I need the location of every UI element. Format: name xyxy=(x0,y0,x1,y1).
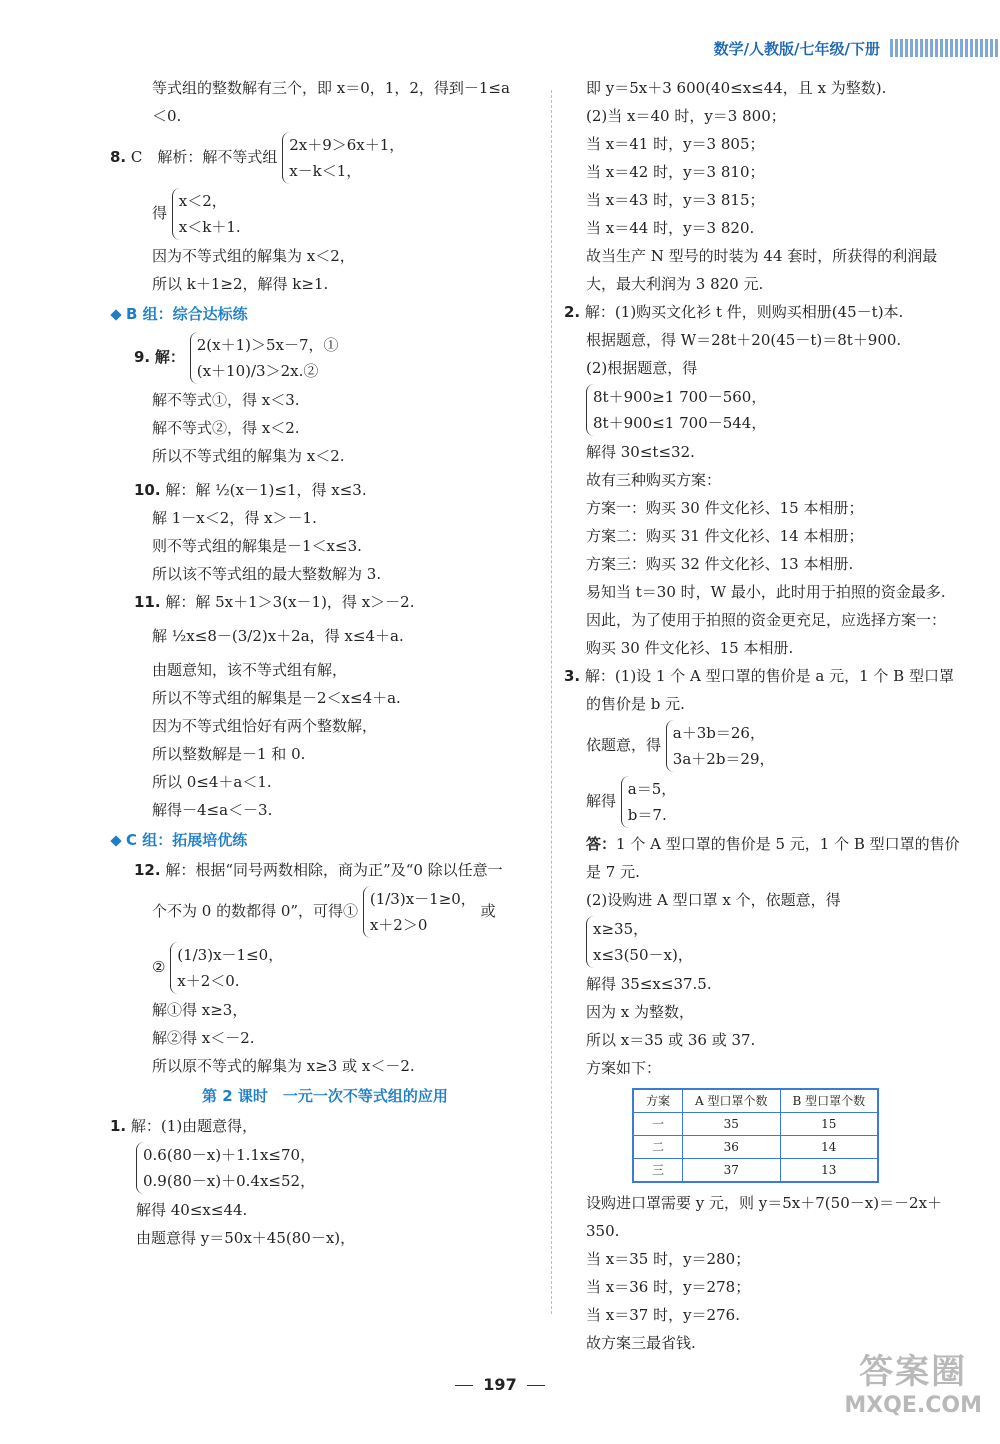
text-line: 解得－4≤a＜－3. xyxy=(152,801,273,819)
text-line: 方案二：购买 31 件文化衫、14 本相册； xyxy=(586,527,864,545)
text-line: 解： xyxy=(154,348,185,366)
diamond-icon xyxy=(110,835,121,846)
text-line: 解②得 x＜－2. xyxy=(152,1029,255,1047)
text-line: 个不为 0 的数都得 0”，可得① xyxy=(152,902,359,920)
text-line: 解不等式①，得 x＜3. xyxy=(152,391,300,409)
text-line: (2)当 x＝40 时，y＝3 800； xyxy=(586,107,786,125)
right-column xyxy=(564,74,984,1357)
text-line xyxy=(110,940,540,996)
question-11 xyxy=(110,588,540,616)
text-line: 所以不等式组的解集是－2＜x≤4＋a. xyxy=(152,689,401,707)
equation-system xyxy=(363,886,476,938)
question-2 xyxy=(564,298,984,326)
equation-system xyxy=(666,720,775,772)
equation: x＜2， xyxy=(178,192,227,210)
text-line: 由题意得 y＝50x＋45(80－x)， xyxy=(136,1229,356,1247)
text-line: 由题意知，该不等式组有解， xyxy=(152,661,348,679)
plan-table xyxy=(632,1088,879,1183)
table-cell: 二 xyxy=(633,1136,683,1159)
text-line: 等式组的整数解有三个，即 x＝0，1，2，得到－1≤a xyxy=(152,79,510,97)
section-label: B 组：综合达标练 xyxy=(126,305,248,323)
equation: x＋2＞0 xyxy=(369,916,428,934)
question-number: 9. xyxy=(134,348,151,366)
text-line: 解：根据“同号两数相除，商为正”及“0 除以任意一 xyxy=(165,861,503,879)
text-line: 解：(1)由题意得， xyxy=(130,1117,258,1135)
left-column xyxy=(110,74,540,1252)
equation-system xyxy=(586,384,766,436)
text-line: 因为 x 为整数， xyxy=(586,1003,694,1021)
text-line: 的售价是 b 元. xyxy=(586,695,685,713)
table-row xyxy=(633,1113,878,1136)
text-line: (2)根据题意，得 xyxy=(586,359,698,377)
table-cell: 14 xyxy=(780,1136,878,1159)
section-heading xyxy=(110,300,540,328)
equation: (x＋10)/3＞2x.② xyxy=(196,362,319,380)
page-number: 197 xyxy=(483,1375,517,1394)
text-line: 所以原不等式的解集为 x≥3 或 x＜－2. xyxy=(152,1057,415,1075)
lesson-title: 第 2 课时 一元一次不等式组的应用 xyxy=(202,1087,448,1105)
table-cell: 15 xyxy=(780,1113,878,1136)
table-row xyxy=(633,1159,878,1183)
text-line: 设购进口罩需要 y 元，则 y＝5x＋7(50－x)＝－2x＋ xyxy=(586,1194,943,1212)
text-line: 故方案三最省钱. xyxy=(586,1334,696,1352)
text-line: 1 个 A 型口罩的售价是 5 元，1 个 B 型口罩的售价 xyxy=(616,835,960,853)
question-number: 3. xyxy=(564,667,581,685)
equation: 8t＋900≥1 700－560， xyxy=(593,388,767,406)
table-cell: 一 xyxy=(633,1113,683,1136)
question-9 xyxy=(110,330,540,386)
equation: (1/3)x－1≥0， xyxy=(369,890,476,908)
equation-system xyxy=(621,776,677,828)
text-line: 所以 0≤4＋a＜1. xyxy=(152,773,272,791)
column-divider xyxy=(551,90,552,1314)
text-line: 解得 xyxy=(586,792,617,810)
text-line: 大，最大利润为 3 820 元. xyxy=(586,275,764,293)
table-cell: 35 xyxy=(683,1113,780,1136)
section-label: C 组：拓展培优练 xyxy=(126,831,248,849)
equation-system xyxy=(190,332,339,384)
table-cell: 36 xyxy=(683,1136,780,1159)
table-header: 方案 xyxy=(633,1089,683,1113)
text-line: 当 x＝36 时，y＝278； xyxy=(586,1278,751,1296)
equation: x－k＜1， xyxy=(289,162,362,180)
text-line: ＜0. xyxy=(152,107,182,125)
header-title: 数学/人教版/七年级/下册 xyxy=(713,39,880,58)
text-line: 解：解 ½(x－1)≤1，得 x≤3. xyxy=(165,481,367,499)
section-heading xyxy=(110,826,540,854)
text-line: 方案三：购买 32 件文化衫、13 本相册. xyxy=(586,555,854,573)
text-line: 当 x＝42 时，y＝3 810； xyxy=(586,163,765,181)
question-8 xyxy=(110,130,540,186)
text-line: 解得 40≤x≤44. xyxy=(136,1201,248,1219)
table-cell: 37 xyxy=(683,1159,780,1183)
text-line: 解 ½x≤8－(3/2)x＋2a，得 x≤4＋a. xyxy=(152,627,404,645)
watermark-url: MXQE.COM xyxy=(844,1393,982,1418)
text-line: 或 xyxy=(480,902,496,920)
text-line xyxy=(110,884,540,940)
text-line: 所以 x＝35 或 36 或 37. xyxy=(586,1031,756,1049)
text-line: 解：(1)设 1 个 A 型口罩的售价是 a 元，1 个 B 型口罩 xyxy=(584,667,954,685)
text-line: 所以该不等式组的最大整数解为 3. xyxy=(152,565,382,583)
footer-dash xyxy=(527,1385,545,1386)
question-10 xyxy=(110,476,540,504)
text-line: 因为不等式组的解集为 x＜2， xyxy=(152,247,355,265)
equation: 2(x＋1)＞5x－7，① xyxy=(196,336,339,354)
watermark xyxy=(844,1344,982,1418)
text-line: ② xyxy=(152,958,166,976)
text-line: 根据题意，得 W＝28t＋20(45－t)＝8t＋900. xyxy=(586,331,902,349)
question-number: 10. xyxy=(134,481,161,499)
equation: 0.6(80－x)＋1.1x≤70， xyxy=(143,1146,316,1164)
text-line: 解得 30≤t≤32. xyxy=(586,443,695,461)
text-line: 所以不等式组的解集为 x＜2. xyxy=(152,447,345,465)
text-line: 即 y＝5x＋3 600(40≤x≤44，且 x 为整数). xyxy=(586,79,887,97)
question-number: 8. xyxy=(110,148,127,166)
text-line xyxy=(110,1140,540,1196)
question-number: 11. xyxy=(134,593,161,611)
footer-dash xyxy=(455,1385,473,1386)
equation: 8t＋900≤1 700－544， xyxy=(593,414,767,432)
question-number: 12. xyxy=(134,861,161,879)
answer-line xyxy=(564,830,984,858)
text-line: 当 x＝44 时，y＝3 820. xyxy=(586,219,755,237)
table-header-row xyxy=(633,1089,878,1113)
text-line: 方案如下： xyxy=(586,1059,662,1077)
equation: a＋3b＝26， xyxy=(672,724,765,742)
text-line: 方案一：购买 30 件文化衫、15 本相册； xyxy=(586,499,864,517)
table-header: B 型口罩个数 xyxy=(780,1089,878,1113)
watermark-logo: 答案圈 xyxy=(859,1352,968,1392)
text-line: 解 1－x＜2，得 x＞－1. xyxy=(152,509,317,527)
text-line: 当 x＝43 时，y＝3 815； xyxy=(586,191,765,209)
question-1 xyxy=(110,1112,540,1140)
equation-system xyxy=(170,942,283,994)
question-number: 2. xyxy=(564,303,581,321)
text-line: 当 x＝37 时，y＝276. xyxy=(586,1306,740,1324)
equation: x≤3(50－x)， xyxy=(593,946,693,964)
text-line: 依题意，得 xyxy=(586,736,662,754)
page-header xyxy=(714,36,1000,60)
answer-label: 答： xyxy=(586,835,617,853)
text-line: 易知当 t＝30 时，W 最小，此时用于拍照的资金最多. xyxy=(586,583,946,601)
question-12 xyxy=(110,856,540,884)
text-line: 解①得 x≥3， xyxy=(152,1001,248,1019)
text-line xyxy=(564,382,984,438)
text-line: 350. xyxy=(586,1222,620,1240)
text-line xyxy=(110,186,540,242)
equation: 0.9(80－x)＋0.4x≤52， xyxy=(143,1172,316,1190)
equation: (1/3)x－1≤0， xyxy=(177,946,284,964)
equation-system xyxy=(282,132,404,184)
text-line: 解：解 5x＋1＞3(x－1)，得 x＞－2. xyxy=(165,593,415,611)
text-line: 购买 30 件文化衫、15 本相册. xyxy=(586,639,794,657)
text-line: 因为不等式组恰好有两个整数解， xyxy=(152,717,378,735)
question-3 xyxy=(564,662,984,690)
equation: 2x＋9＞6x＋1， xyxy=(289,136,405,154)
table-cell: 三 xyxy=(633,1159,683,1183)
question-number: 1. xyxy=(110,1117,127,1135)
equation-system xyxy=(136,1142,315,1194)
text-line: 解：(1)购买文化衫 t 件，则购买相册(45－t)本. xyxy=(584,303,904,321)
equation-system xyxy=(586,916,693,968)
text-line: (2)设购进 A 型口罩 x 个，依题意，得 xyxy=(586,891,841,909)
text-line: 是 7 元. xyxy=(586,863,640,881)
equation: 3a＋2b＝29， xyxy=(672,750,775,768)
text-line: C 解析：解不等式组 xyxy=(130,148,278,166)
table-row xyxy=(633,1136,878,1159)
text-line: 所以 k＋1≥2，解得 k≥1. xyxy=(152,275,329,293)
text-line: 因此，为了使用于拍照的资金更充足，应选择方案一： xyxy=(586,611,947,629)
equation: x＋2＜0. xyxy=(177,972,240,990)
text-line xyxy=(564,718,984,774)
text-line: 当 x＝41 时，y＝3 805； xyxy=(586,135,765,153)
equation: b＝7. xyxy=(627,806,667,824)
equation: a＝5， xyxy=(627,780,677,798)
table-header: A 型口罩个数 xyxy=(683,1089,780,1113)
equation: x＜k＋1. xyxy=(178,218,241,236)
text-line: 解不等式②，得 x＜2. xyxy=(152,419,300,437)
text-line: 故当生产 N 型号的时装为 44 套时，所获得的利润最 xyxy=(586,247,938,265)
text-line: 得 xyxy=(152,204,168,222)
text-line: 当 x＝35 时，y＝280； xyxy=(586,1250,751,1268)
text-line xyxy=(564,914,984,970)
table-cell: 13 xyxy=(780,1159,878,1183)
text-line: 则不等式组的解集是－1＜x≤3. xyxy=(152,537,362,555)
equation: x≥35， xyxy=(593,920,649,938)
text-line xyxy=(564,774,984,830)
equation-system xyxy=(172,188,241,240)
header-decoration xyxy=(890,39,1000,57)
text-line: 故有三种购买方案： xyxy=(586,471,722,489)
text-line: 解得 35≤x≤37.5. xyxy=(586,975,712,993)
text-line: 所以整数解是－1 和 0. xyxy=(152,745,306,763)
diamond-icon xyxy=(110,309,121,320)
